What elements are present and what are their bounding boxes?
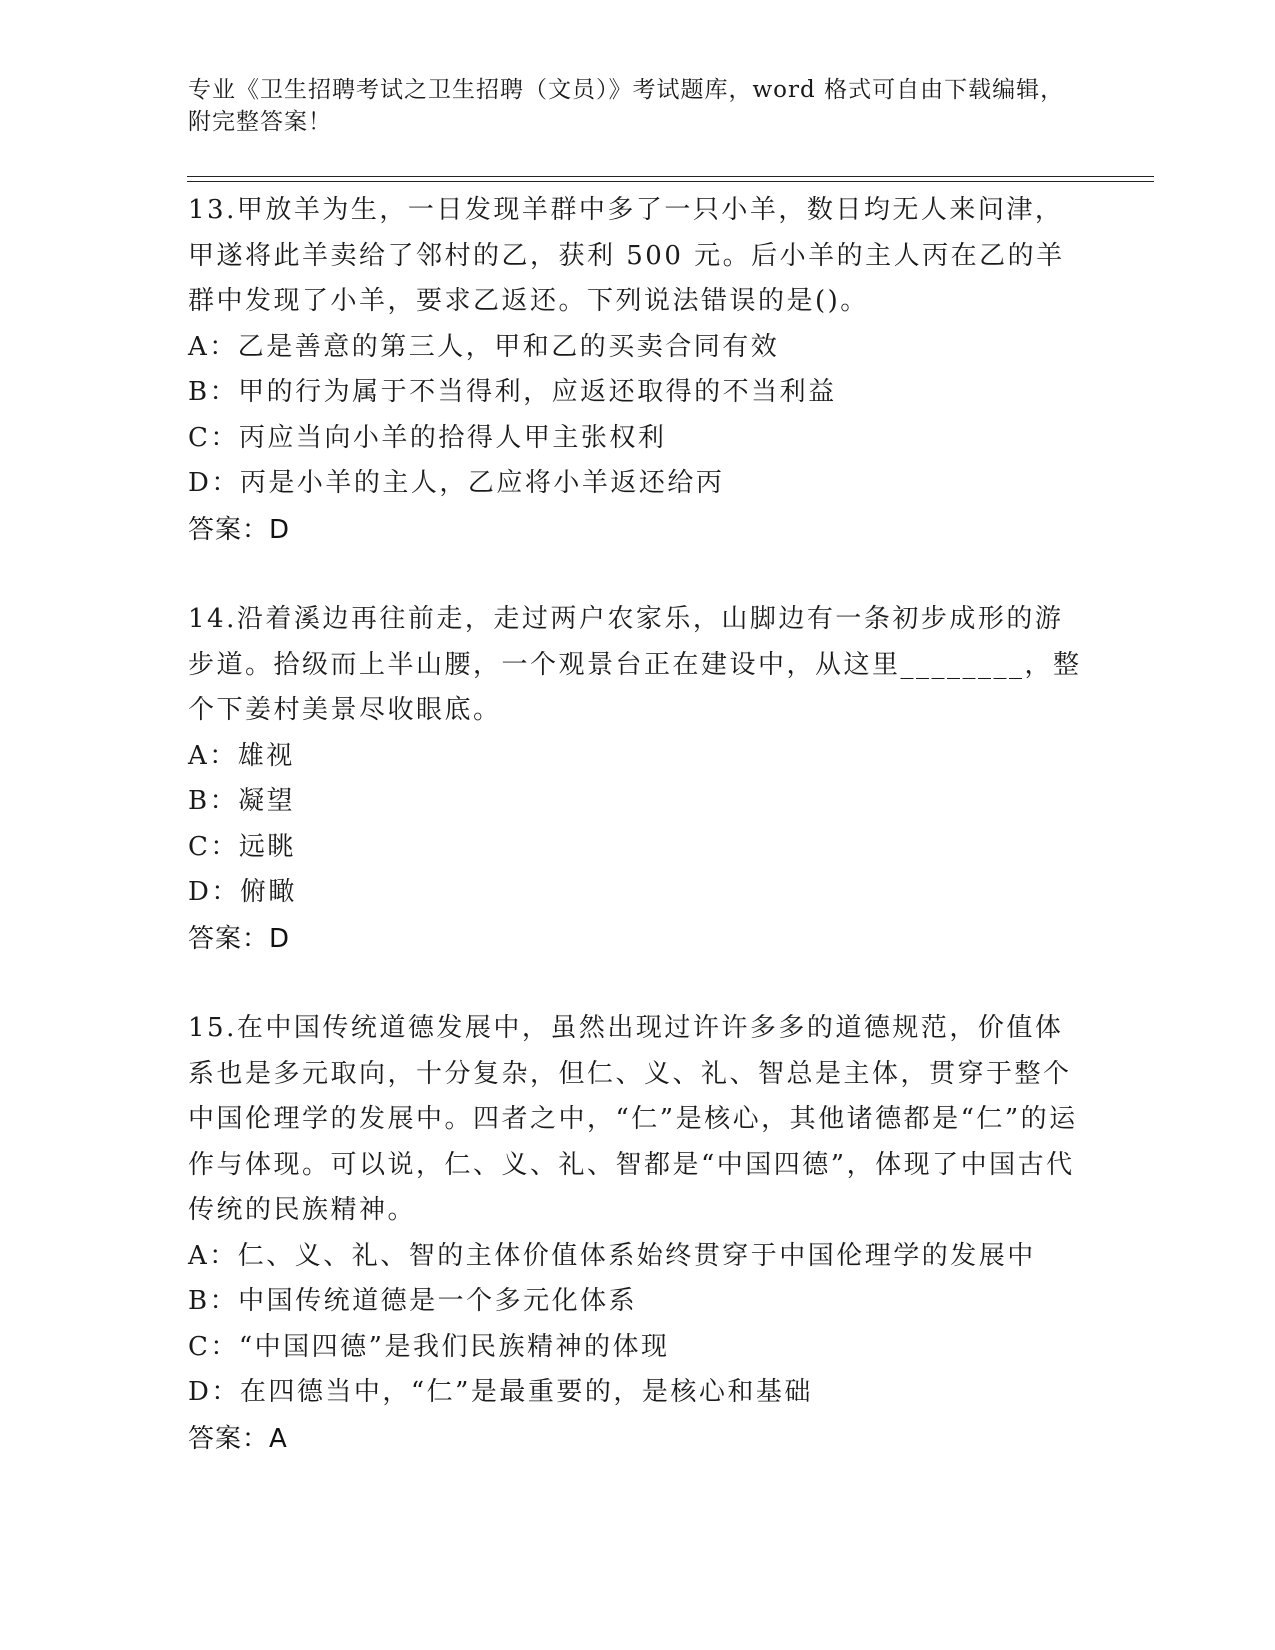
option-d: D：俯瞰 bbox=[188, 877, 297, 907]
option-c: C：远眺 bbox=[188, 831, 296, 862]
option-a: A：仁、义、礼、智的主体价值体系始终贯穿于中国伦理学的发展中 bbox=[188, 1240, 1036, 1271]
document-header: 专业《卫生招聘考试之卫生招聘（文员）》考试题库，word 格式可自由下载编辑，附完整答案！ bbox=[188, 77, 1065, 135]
question-stem: 15.在中国传统道德发展中，虽然出现过许许多多的道德规范，价值体系也是多元取向，十分复杂，但仁、义、礼、智总是主体，贯穿于整个中国伦理学的发展中。四者之中，“仁”是核心，其他诸德都是“仁”的运作与体现。可以说，仁、义、礼、智都是“中国四德”，体现了中国古代传统的民族精神。 bbox=[188, 1013, 1078, 1225]
option-c: C：“中国四德”是我们民族精神的体现 bbox=[188, 1331, 670, 1362]
question-stem: 14.沿着溪边再往前走，走过两户农家乐，山脚边有一条初步成形的游步道。拾级而上半山腰，一个观景台正在建设中，从这里________，整个下姜村美景尽收眼底。 bbox=[188, 604, 1082, 725]
question-13 bbox=[188, 188, 1088, 553]
answer: 答案：D bbox=[188, 923, 291, 954]
header-divider-bottom bbox=[187, 181, 1154, 182]
option-a: A：乙是善意的第三人，甲和乙的买卖合同有效 bbox=[188, 331, 780, 362]
header-divider-top bbox=[187, 176, 1154, 177]
question-15 bbox=[188, 1006, 1088, 1462]
answer: 答案：D bbox=[188, 514, 291, 545]
option-d: D：在四德当中，“仁”是最重要的，是核心和基础 bbox=[188, 1377, 813, 1407]
option-a: A：雄视 bbox=[188, 740, 295, 771]
option-b: B：凝望 bbox=[188, 786, 296, 816]
option-b: B：中国传统道德是一个多元化体系 bbox=[188, 1286, 638, 1316]
question-14 bbox=[188, 597, 1088, 962]
answer: 答案：A bbox=[188, 1423, 288, 1454]
question-stem: 13.甲放羊为生，一日发现羊群中多了一只小羊，数日均无人来问津，甲遂将此羊卖给了邻村的乙，获利 500 元。后小羊的主人丙在乙的羊群中发现了小羊，要求乙返还。下列说法错误的是()。 bbox=[188, 195, 1065, 316]
option-d: D：丙是小羊的主人，乙应将小羊返还给丙 bbox=[188, 468, 725, 498]
option-b: B：甲的行为属于不当得利，应返还取得的不当利益 bbox=[188, 377, 837, 407]
option-c: C：丙应当向小羊的拾得人甲主张权利 bbox=[188, 422, 667, 453]
